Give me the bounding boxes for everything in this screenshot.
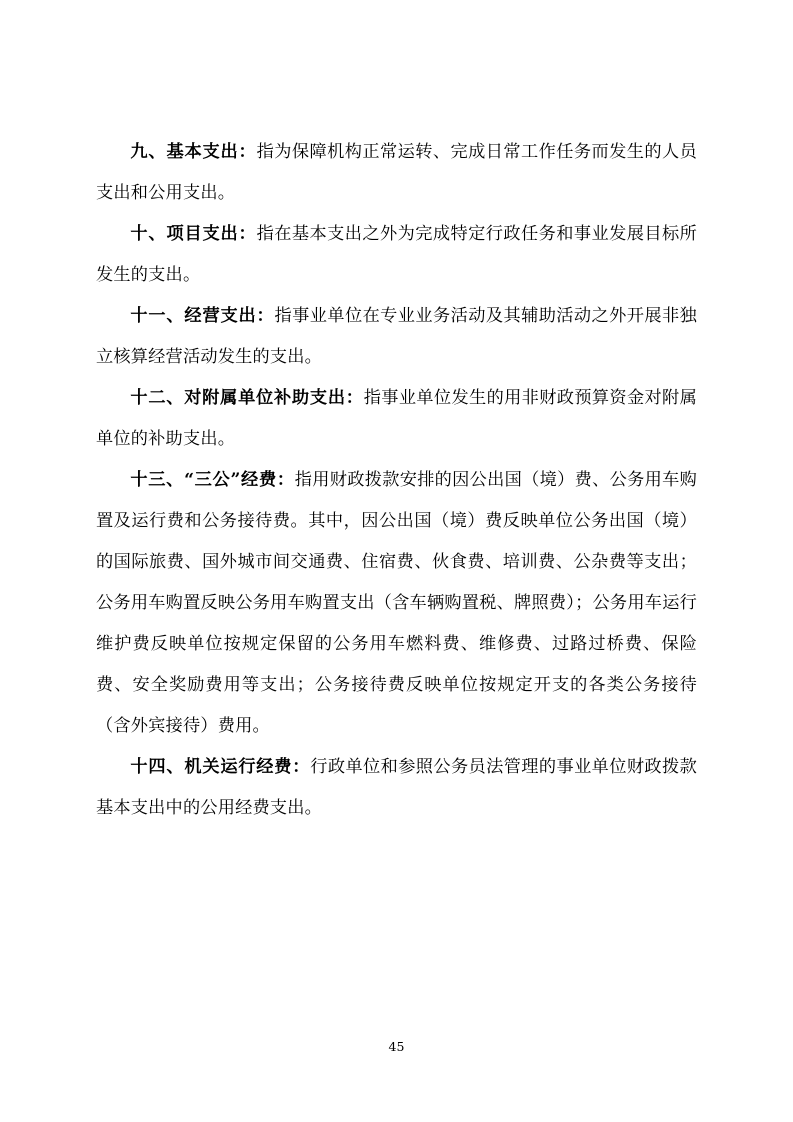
paragraph-11-body: 指事业单位在专业业务活动及其辅助活动之外开展非独立核算经营活动发生的支出。 — [96, 306, 697, 367]
paragraph-11 — [96, 296, 697, 378]
paragraph-9-body: 指为保障机构正常运转、完成日常工作任务而发生的人员支出和公用支出。 — [96, 142, 697, 203]
paragraph-14-body: 行政单位和参照公务员法管理的事业单位财政拨款基本支出中的公用经费支出。 — [96, 757, 697, 818]
paragraph-12-body: 指事业单位发生的用非财政预算资金对附属单位的补助支出。 — [96, 388, 697, 449]
paragraph-14-term: 十四、机关运行经费： — [130, 757, 311, 777]
paragraph-12 — [96, 378, 697, 460]
paragraph-9-term: 九、基本支出： — [130, 142, 257, 162]
paragraph-13-term: 十三、“三公”经费： — [130, 470, 295, 490]
paragraph-13 — [96, 460, 697, 747]
paragraph-10-term: 十、项目支出： — [130, 224, 257, 244]
paragraph-11-term: 十一、经营支出： — [130, 306, 275, 326]
page-number: 45 — [388, 1039, 405, 1054]
paragraph-13-body: 指用财政拨款安排的因公出国（境）费、公务用车购置及运行费和公务接待费。其中，因公出国（境）费反映单位公务出国（境）的国际旅费、国外城市间交通费、住宿费、伙食费、培训费、公杂费等支出；公务用车购置反映公务用车购置支出（含车辆购置税、牌照费）；公务用车运行维护费反映单位按规定保留的公务用车燃料费、维修费、过路过桥费、保险费、安全奖励费用等支出；公务接待费反映单位按规定开支的各类公务接待（含外宾接待）费用。 — [96, 470, 697, 736]
paragraph-10-body: 指在基本支出之外为完成特定行政任务和事业发展目标所发生的支出。 — [96, 224, 697, 285]
paragraph-9 — [96, 132, 697, 214]
paragraph-14 — [96, 747, 697, 829]
paragraph-12-term: 十二、对附属单位补助支出： — [130, 388, 364, 408]
paragraph-10 — [96, 214, 697, 296]
